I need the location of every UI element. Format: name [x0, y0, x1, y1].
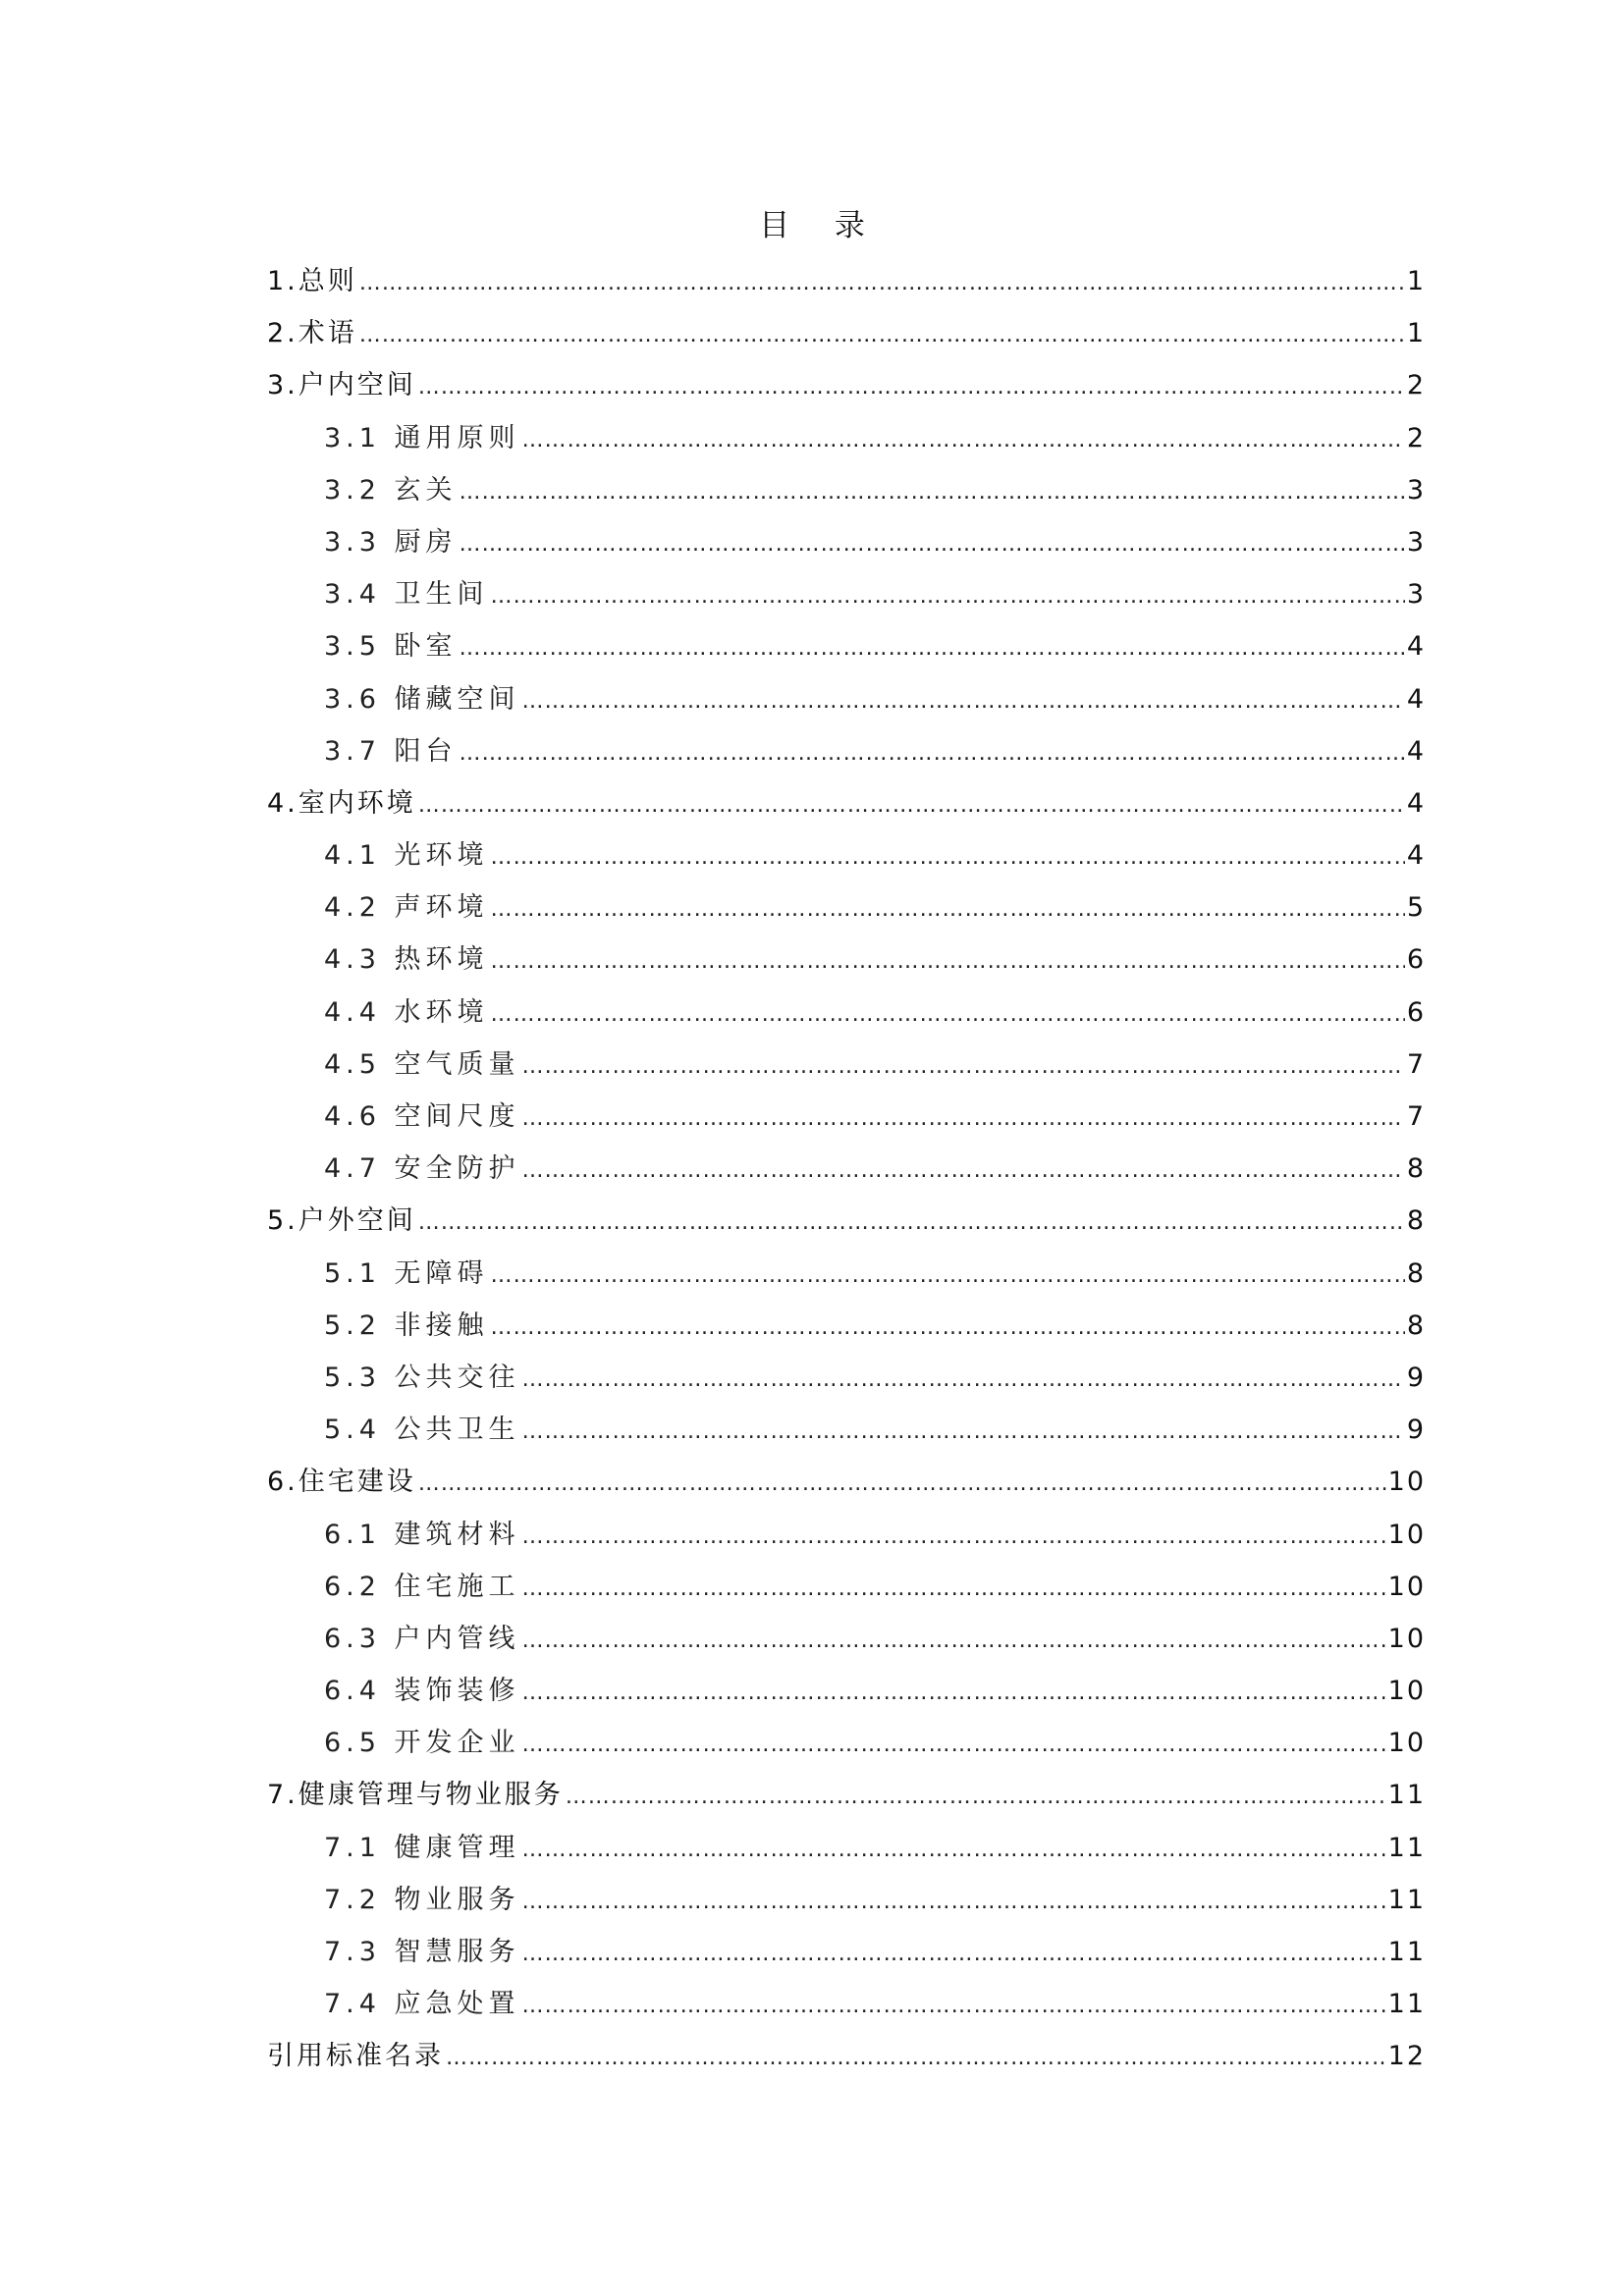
toc-entry-page: 10	[1387, 1571, 1426, 1602]
toc-entry-label: 5.户外空间	[267, 1205, 416, 1237]
toc-entry-label: 4.4 水环境	[324, 996, 489, 1028]
toc-entry-page: 1	[1406, 266, 1426, 296]
toc-entry-label: 1.总则	[267, 266, 357, 296]
toc-entry-page: 1	[1406, 318, 1426, 349]
toc-entry-label: 6.2 住宅施工	[324, 1571, 520, 1602]
toc-leader-dots	[522, 1667, 1386, 1719]
toc-entry-page: 7	[1406, 1101, 1426, 1132]
toc-entry-page: 10	[1387, 1728, 1426, 1759]
toc-entry-page: 10	[1387, 1676, 1426, 1707]
toc-entry-label: 5.3 公共交往	[324, 1362, 520, 1393]
toc-entry-page: 9	[1406, 1362, 1426, 1393]
toc-entry-page: 10	[1387, 1623, 1426, 1654]
toc-entry-label: 7.4 应急处置	[324, 1989, 520, 2020]
toc-subentry[interactable]	[267, 1822, 1426, 1874]
toc-subentry[interactable]	[267, 1978, 1426, 2030]
toc-subentry[interactable]	[267, 934, 1426, 986]
toc-subentry[interactable]	[267, 1665, 1426, 1717]
toc-entry[interactable]	[267, 777, 1426, 829]
toc-entry-page: 11	[1387, 1832, 1426, 1863]
table-of-contents	[267, 255, 1426, 2083]
toc-leader-dots	[446, 2032, 1386, 2084]
toc-leader-dots	[522, 1980, 1386, 2032]
toc-entry-label: 3.6 储藏空间	[324, 683, 520, 715]
toc-entry-label: 3.7 阳台	[324, 735, 458, 767]
toc-leader-dots	[359, 257, 1405, 309]
toc-leader-dots	[522, 1563, 1386, 1615]
toc-entry-page: 7	[1406, 1048, 1426, 1080]
toc-entry-label: 4.2 声环境	[324, 892, 489, 924]
toc-entry[interactable]	[267, 1769, 1426, 1821]
toc-subentry[interactable]	[267, 673, 1426, 725]
toc-subentry[interactable]	[267, 1091, 1426, 1143]
toc-subentry[interactable]	[267, 1717, 1426, 1769]
toc-entry-label: 4.6 空间尺度	[324, 1101, 520, 1132]
toc-entry-label: 6.4 装饰装修	[324, 1676, 520, 1707]
toc-leader-dots	[491, 1250, 1405, 1302]
toc-entry-label: 5.2 非接触	[324, 1309, 489, 1341]
toc-entry-label: 2.术语	[267, 318, 357, 349]
toc-entry-page: 4	[1406, 840, 1426, 872]
toc-subentry[interactable]	[267, 829, 1426, 881]
toc-entry[interactable]	[267, 307, 1426, 359]
toc-subentry[interactable]	[267, 1352, 1426, 1404]
toc-leader-dots	[522, 1824, 1386, 1876]
toc-subentry[interactable]	[267, 1613, 1426, 1665]
toc-subentry[interactable]	[267, 412, 1426, 464]
toc-entry-page: 11	[1387, 1989, 1426, 2020]
toc-subentry[interactable]	[267, 1404, 1426, 1456]
toc-subentry[interactable]	[267, 1509, 1426, 1561]
toc-leader-dots	[418, 1197, 1405, 1249]
toc-entry-page: 3	[1406, 579, 1426, 611]
toc-leader-dots	[522, 1093, 1405, 1145]
toc-entry-label: 5.4 公共卫生	[324, 1415, 520, 1446]
toc-subentry[interactable]	[267, 464, 1426, 516]
toc-entry[interactable]	[267, 1456, 1426, 1508]
toc-leader-dots	[522, 1876, 1386, 1928]
toc-title: 目 录	[759, 208, 883, 243]
toc-entry-page: 12	[1387, 2041, 1426, 2072]
toc-entry[interactable]	[267, 255, 1426, 307]
toc-subentry[interactable]	[267, 620, 1426, 672]
toc-entry[interactable]	[267, 359, 1426, 411]
toc-subentry[interactable]	[267, 1248, 1426, 1300]
toc-leader-dots	[491, 1302, 1405, 1354]
toc-leader-dots	[491, 883, 1405, 935]
toc-leader-dots	[522, 675, 1405, 727]
toc-entry-label: 6.住宅建设	[267, 1467, 416, 1498]
toc-entry-page: 6	[1406, 944, 1426, 976]
toc-entry-label: 7.2 物业服务	[324, 1884, 520, 1915]
toc-leader-dots	[491, 831, 1405, 883]
toc-entry[interactable]	[267, 2030, 1426, 2082]
toc-leader-dots	[522, 1041, 1405, 1093]
toc-entry-label: 7.健康管理与物业服务	[267, 1780, 564, 1811]
toc-subentry[interactable]	[267, 1874, 1426, 1926]
toc-leader-dots	[491, 935, 1405, 988]
toc-entry-page: 4	[1406, 735, 1426, 767]
toc-leader-dots	[522, 1615, 1386, 1667]
toc-entry-page: 5	[1406, 892, 1426, 924]
toc-entry-page: 8	[1406, 1153, 1426, 1185]
toc-entry-page: 11	[1387, 1937, 1426, 1967]
toc-leader-dots	[522, 1406, 1405, 1458]
toc-entry-label: 3.5 卧室	[324, 631, 458, 663]
toc-entry-label: 4.室内环境	[267, 787, 416, 819]
toc-leader-dots	[418, 1458, 1386, 1510]
toc-entry-label: 6.1 建筑材料	[324, 1519, 520, 1550]
toc-entry-label: 7.1 健康管理	[324, 1832, 520, 1863]
toc-entry-page: 3	[1406, 526, 1426, 558]
toc-leader-dots	[491, 570, 1405, 622]
toc-entry-page: 2	[1406, 422, 1426, 454]
toc-entry-page: 6	[1406, 996, 1426, 1028]
toc-entry-page: 8	[1406, 1257, 1426, 1289]
toc-entry-page: 3	[1406, 474, 1426, 506]
toc-entry-page: 10	[1387, 1467, 1426, 1498]
toc-leader-dots	[418, 779, 1405, 831]
toc-subentry[interactable]	[267, 1926, 1426, 1978]
toc-subentry[interactable]	[267, 568, 1426, 620]
toc-subentry[interactable]	[267, 881, 1426, 934]
toc-entry-page: 8	[1406, 1205, 1426, 1237]
toc-leader-dots	[522, 414, 1405, 466]
toc-entry-page: 2	[1406, 370, 1426, 401]
toc-leader-dots	[460, 518, 1405, 570]
toc-subentry[interactable]	[267, 1300, 1426, 1352]
toc-leader-dots	[522, 1145, 1405, 1197]
toc-entry-label: 3.户内空间	[267, 370, 416, 401]
toc-subentry[interactable]	[267, 725, 1426, 777]
toc-entry[interactable]	[267, 1195, 1426, 1247]
toc-leader-dots	[460, 622, 1405, 674]
toc-entry-page: 4	[1406, 683, 1426, 715]
toc-entry-label: 3.2 玄关	[324, 474, 458, 506]
toc-subentry[interactable]	[267, 516, 1426, 568]
toc-leader-dots	[460, 466, 1405, 518]
toc-subentry[interactable]	[267, 987, 1426, 1039]
toc-leader-dots	[522, 1511, 1386, 1563]
toc-entry-label: 4.7 安全防护	[324, 1153, 520, 1185]
toc-leader-dots	[359, 309, 1405, 361]
toc-leader-dots	[491, 988, 1405, 1041]
toc-entry-label: 4.1 光环境	[324, 840, 489, 872]
toc-leader-dots	[418, 361, 1405, 413]
toc-leader-dots	[522, 1354, 1405, 1406]
toc-entry-page: 11	[1387, 1884, 1426, 1915]
toc-subentry[interactable]	[267, 1561, 1426, 1613]
toc-entry-label: 7.3 智慧服务	[324, 1937, 520, 1967]
toc-entry-label: 4.5 空气质量	[324, 1048, 520, 1080]
toc-leader-dots	[566, 1771, 1386, 1823]
toc-entry-label: 3.3 厨房	[324, 526, 458, 558]
toc-entry-page: 10	[1387, 1519, 1426, 1550]
toc-entry-page: 4	[1406, 631, 1426, 663]
toc-entry-page: 8	[1406, 1309, 1426, 1341]
toc-entry-label: 5.1 无障碍	[324, 1257, 489, 1289]
toc-subentry[interactable]	[267, 1143, 1426, 1195]
toc-leader-dots	[460, 727, 1405, 779]
toc-leader-dots	[522, 1719, 1386, 1771]
toc-entry-label: 6.3 户内管线	[324, 1623, 520, 1654]
toc-subentry[interactable]	[267, 1039, 1426, 1091]
toc-entry-label: 3.4 卫生间	[324, 579, 489, 611]
toc-entry-label: 3.1 通用原则	[324, 422, 520, 454]
toc-entry-label: 6.5 开发企业	[324, 1728, 520, 1759]
toc-entry-page: 11	[1387, 1780, 1426, 1811]
toc-entry-label: 4.3 热环境	[324, 944, 489, 976]
toc-entry-page: 9	[1406, 1415, 1426, 1446]
toc-entry-label: 引用标准名录	[267, 2041, 444, 2072]
toc-entry-page: 4	[1406, 787, 1426, 819]
toc-leader-dots	[522, 1928, 1386, 1980]
